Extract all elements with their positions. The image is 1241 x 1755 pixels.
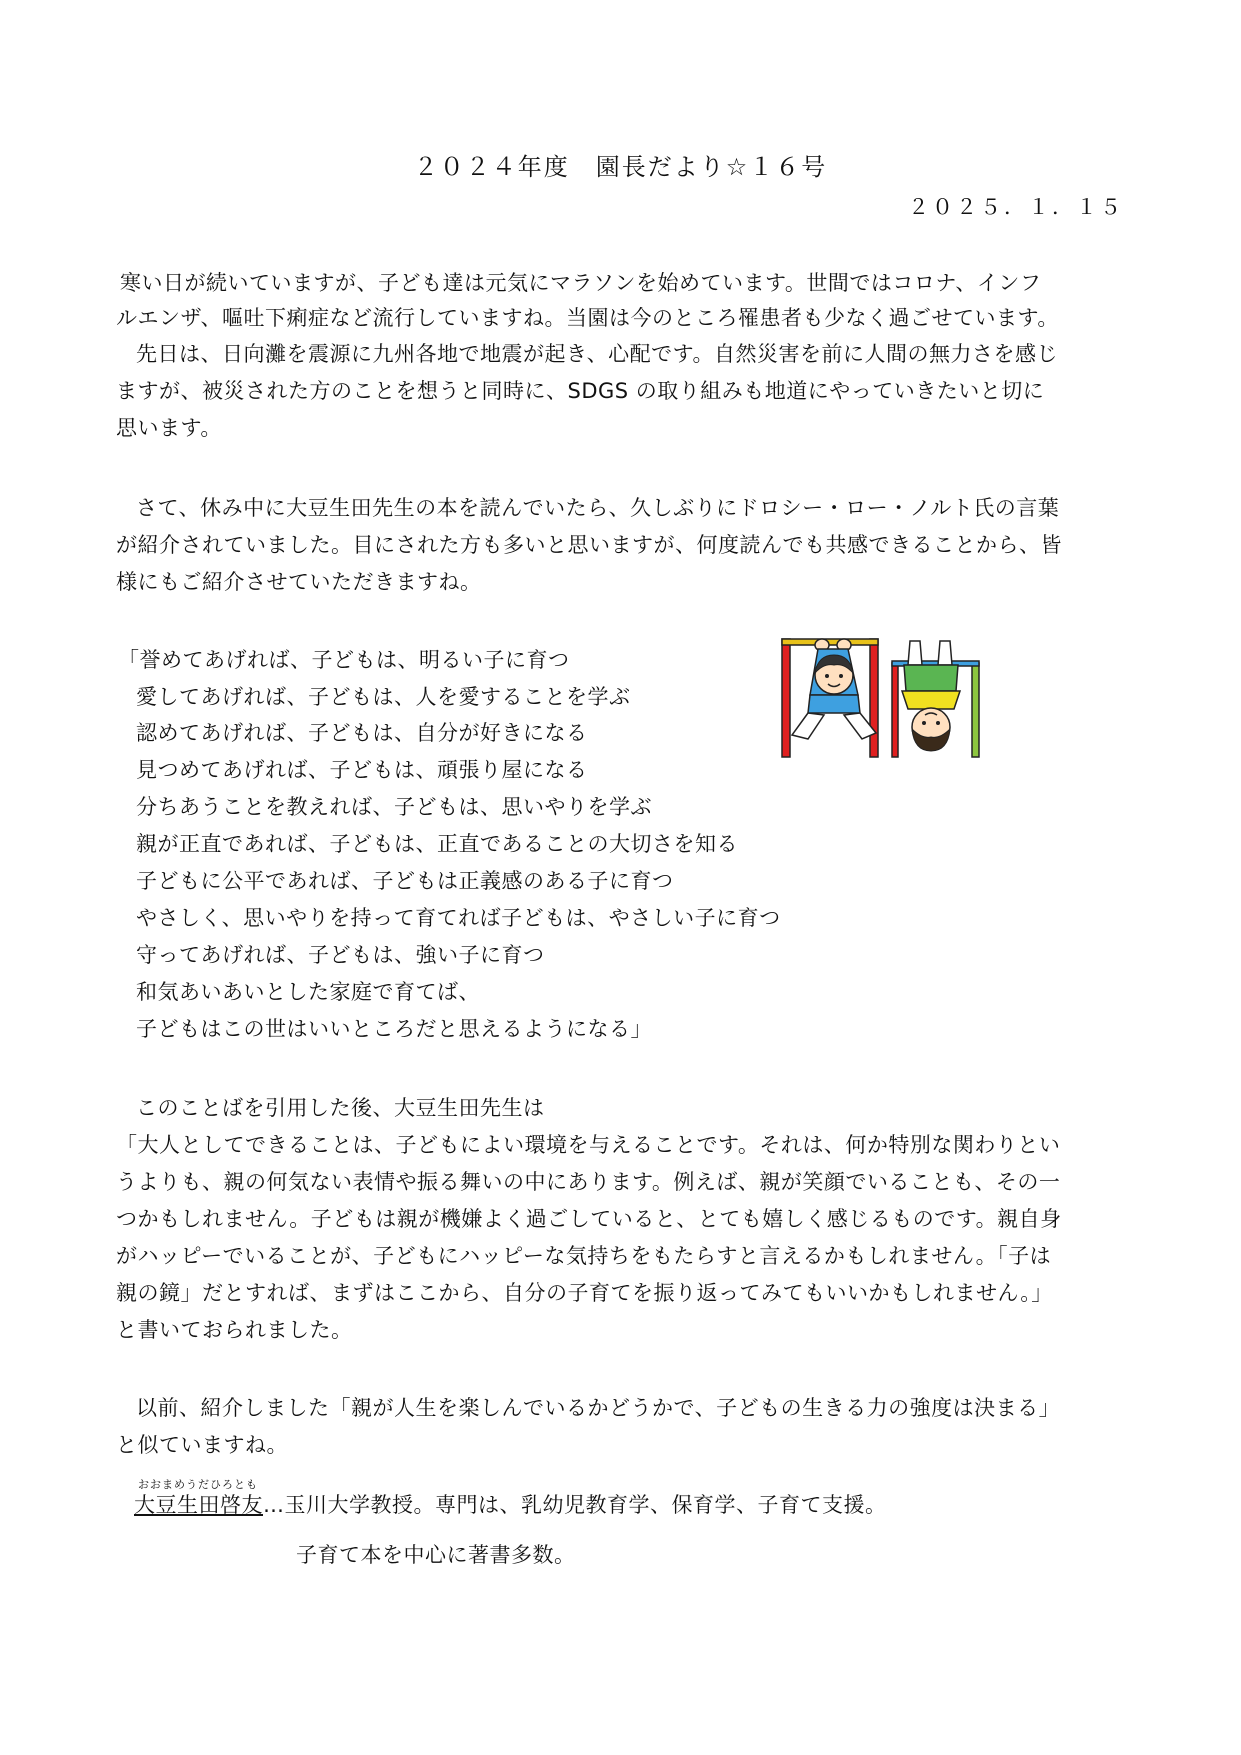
paragraph-line: と書いておられました。 <box>116 1318 353 1342</box>
paragraph-line: さて、休み中に大豆生田先生の本を読んでいたら、久しぶりにドロシー・ロー・ノルト氏の言葉 <box>136 496 1060 520</box>
poem-line: 親が正直であれば、子どもは、正直であることの大切さを知る <box>136 832 738 856</box>
paragraph-line: うよりも、親の何気ない表情や振る舞いの中にあります。例えば、親が笑顔でいることも、その一 <box>116 1170 1061 1194</box>
poem-line: やさしく、思いやりを持って育てれば子どもは、やさしい子に育つ <box>136 906 781 930</box>
poem-line: 和気あいあいとした家庭で育てば、 <box>136 980 480 1004</box>
paragraph-line: ますが、被災された方のことを想うと同時に、SDGS の取り組みも地道にやっていきたいと切に <box>116 379 1045 403</box>
poem-line: 子どもはこの世はいいところだと思えるようになる」 <box>136 1017 652 1041</box>
children-on-bars-illustration <box>780 635 985 760</box>
author-note-line <box>134 1490 887 1520</box>
paragraph-line: が紹介されていました。目にされた方も多いと思いますが、何度読んでも共感できることから、皆 <box>116 533 1062 557</box>
paragraph-line: 様にもご紹介させていただきますね。 <box>116 570 482 594</box>
poem-line: 愛してあげれば、子どもは、人を愛することを学ぶ <box>136 685 631 709</box>
paragraph-line: 先日は、日向灘を震源に九州各地で地震が起き、心配です。自然災害を前に人間の無力さを感じ <box>136 342 1058 366</box>
paragraph-line: 思います。 <box>116 416 222 440</box>
name-ruby: おおまめうだひろとも <box>138 1478 258 1491</box>
poem-line: 守ってあげれば、子どもは、強い子に育つ <box>136 943 545 967</box>
page-title: ２０２４年度 園長だより☆１６号 <box>413 153 828 181</box>
poem-line: 見つめてあげれば、子どもは、頑張り屋になる <box>136 758 588 782</box>
author-note-line-2: 子育て本を中心に著書多数。 <box>296 1543 576 1567</box>
author-description: …玉川大学教授。専門は、乳幼児教育学、保育学、子育て支援。 <box>263 1493 887 1517</box>
poem-line: 子どもに公平であれば、子どもは正義感のある子に育つ <box>136 869 674 893</box>
poem-line: 「誉めてあげれば、子どもは、明るい子に育つ <box>118 648 570 672</box>
poem-line: 分ちあうことを教えれば、子どもは、思いやりを学ぶ <box>136 795 652 819</box>
paragraph-line: 親の鏡」だとすれば、まずはここから、自分の子育てを振り返ってみてもいいかもしれません。」 <box>116 1281 1053 1305</box>
paragraph-line: 以前、紹介しました「親が人生を楽しんでいるかどうかで、子どもの生きる力の強度は決まる」 <box>136 1396 1061 1420</box>
paragraph-line: 「大人としてできることは、子どもによい環境を与えることです。それは、何か特別な関わりとい <box>116 1133 1061 1157</box>
paragraph-line: と似ていますね。 <box>116 1433 288 1457</box>
paragraph-line: ルエンザ、嘔吐下痢症など流行していますね。当園は今のところ罹患者も少なく過ごせています。 <box>116 306 1059 330</box>
paragraph-line: がハッピーでいることが、子どもにハッピーな気持ちをもたらすと言えるかもしれません。「子は <box>116 1244 1052 1268</box>
author-name: 大豆生田啓友 <box>134 1493 263 1517</box>
poem-line: 認めてあげれば、子どもは、自分が好きになる <box>136 721 588 745</box>
paragraph-line: 寒い日が続いていますが、子ども達は元気にマラソンを始めています。世間ではコロナ、インフ <box>120 271 1042 295</box>
paragraph-line: つかもしれません。子どもは親が機嫌よく過ごしていると、とても嬉しく感じるものです。親自身 <box>116 1207 1062 1231</box>
issue-date: ２０２５．１．１５ <box>908 195 1124 219</box>
paragraph-line: このことばを引用した後、大豆生田先生は <box>136 1096 545 1120</box>
